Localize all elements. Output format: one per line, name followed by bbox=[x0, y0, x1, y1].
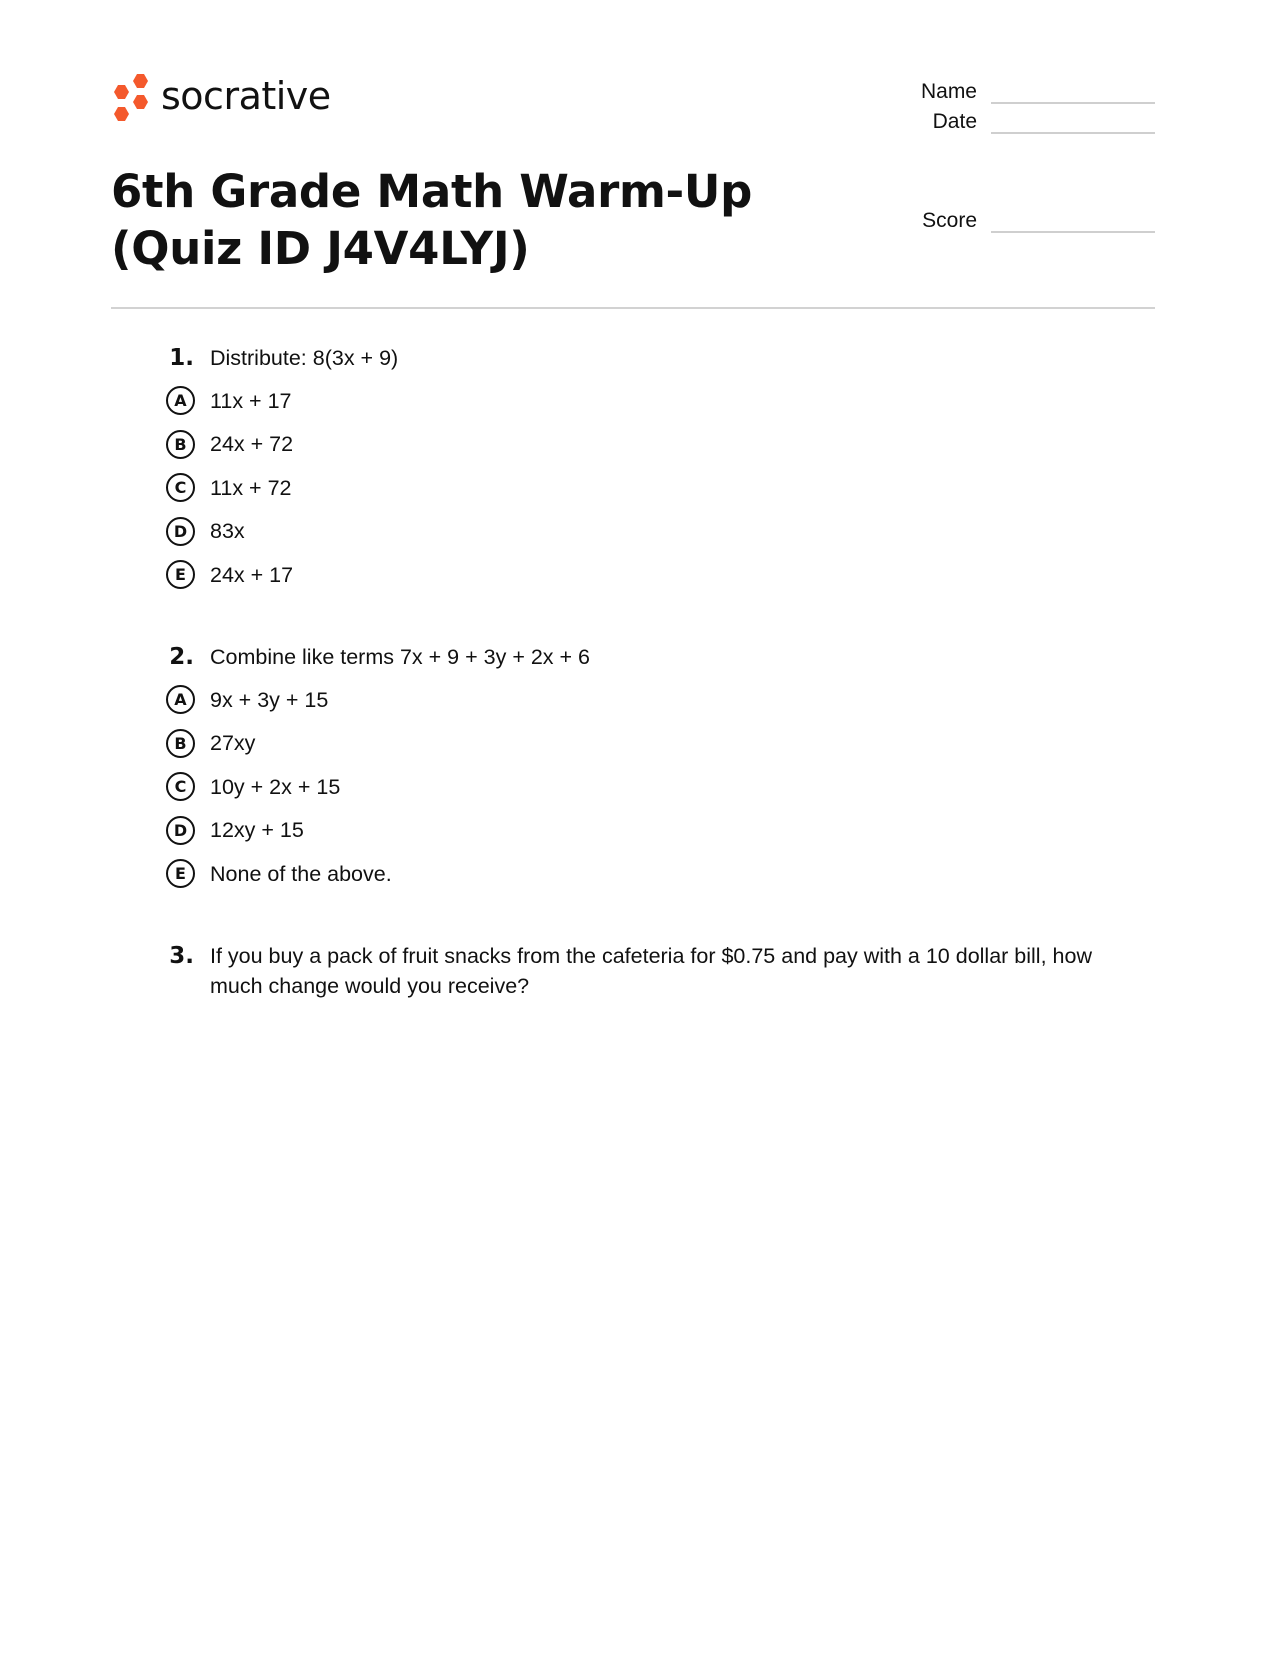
option-text: 24x + 17 bbox=[210, 562, 294, 587]
option-text: 11x + 72 bbox=[210, 475, 292, 500]
answer-option-b[interactable] bbox=[160, 722, 1140, 766]
name-label: Name bbox=[920, 80, 977, 103]
option-bubble[interactable]: C bbox=[166, 473, 195, 502]
question-header bbox=[160, 941, 1140, 1001]
answer-option-d[interactable] bbox=[160, 809, 1140, 853]
question-header bbox=[160, 642, 1140, 678]
question-number: 2. bbox=[169, 644, 194, 670]
question-number: 1. bbox=[169, 345, 194, 371]
name-blank-line[interactable] bbox=[991, 80, 1155, 104]
name-field[interactable] bbox=[895, 76, 1155, 104]
option-bubble[interactable]: A bbox=[166, 685, 195, 714]
answer-option-b[interactable] bbox=[160, 423, 1140, 467]
option-text: 83x bbox=[210, 519, 245, 544]
question-number: 3. bbox=[169, 943, 194, 969]
question-header bbox=[160, 343, 1140, 379]
hexagon-cluster-icon bbox=[111, 73, 149, 123]
date-field[interactable] bbox=[895, 106, 1155, 134]
score-label: Score bbox=[922, 209, 977, 232]
option-bubble[interactable]: B bbox=[166, 430, 195, 459]
answer-option-a[interactable] bbox=[160, 379, 1140, 423]
question-2 bbox=[160, 642, 1140, 896]
option-bubble[interactable]: D bbox=[166, 517, 195, 546]
date-blank-line[interactable] bbox=[991, 110, 1155, 134]
option-text: 24x + 72 bbox=[210, 432, 294, 457]
option-bubble[interactable]: B bbox=[166, 729, 195, 758]
quiz-title: 6th Grade Math Warm-Up (Quiz ID J4V4LYJ) bbox=[111, 165, 753, 275]
option-bubble[interactable]: D bbox=[166, 816, 195, 845]
option-text: None of the above. bbox=[210, 861, 392, 886]
answer-option-d[interactable] bbox=[160, 510, 1140, 554]
question-1 bbox=[160, 343, 1140, 597]
option-text: 9x + 3y + 15 bbox=[210, 687, 329, 712]
answer-option-c[interactable] bbox=[160, 765, 1140, 809]
question-3 bbox=[160, 941, 1140, 1001]
question-text: If you buy a pack of fruit snacks from the cafeteria for $0.75 and pay with a 10 dollar bill, how much change would you receive? bbox=[210, 944, 1092, 998]
answer-option-e[interactable] bbox=[160, 852, 1140, 896]
score-blank-line[interactable] bbox=[991, 209, 1155, 233]
answer-option-c[interactable] bbox=[160, 466, 1140, 510]
header-divider bbox=[111, 307, 1155, 309]
score-field[interactable] bbox=[895, 205, 1155, 233]
question-text: Distribute: 8(3x + 9) bbox=[210, 346, 399, 370]
answer-option-a[interactable] bbox=[160, 678, 1140, 722]
socrative-logo bbox=[111, 72, 331, 124]
option-bubble[interactable]: E bbox=[166, 560, 195, 589]
date-label: Date bbox=[932, 110, 977, 133]
brand-name: socrative bbox=[161, 74, 331, 118]
option-text: 12xy + 15 bbox=[210, 818, 304, 843]
question-text: Combine like terms 7x + 9 + 3y + 2x + 6 bbox=[210, 645, 591, 669]
option-bubble[interactable]: C bbox=[166, 772, 195, 801]
answer-option-e[interactable] bbox=[160, 553, 1140, 597]
option-text: 11x + 17 bbox=[210, 388, 292, 413]
option-bubble[interactable]: E bbox=[166, 859, 195, 888]
option-bubble[interactable]: A bbox=[166, 386, 195, 415]
option-text: 10y + 2x + 15 bbox=[210, 774, 341, 799]
option-text: 27xy bbox=[210, 731, 256, 756]
